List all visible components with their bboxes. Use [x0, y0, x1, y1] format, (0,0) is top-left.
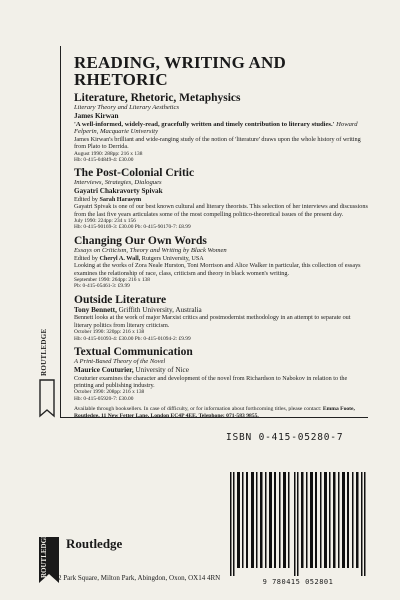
spine-logo-text: ROUTLEDGE [40, 328, 48, 376]
book-prices: Hb: 0-415-04849-4: £30.00 [74, 156, 134, 163]
book-prices: Hb: 0-415-01093-4: £30.00 Pb: 0-415-01094-2: £9.99 [74, 335, 191, 342]
book-quote [74, 121, 368, 136]
author-affiliation: University of Nice [133, 366, 189, 374]
book-pub-info: October 1990: 208pp: 216 x 138 [74, 389, 145, 396]
book-editor: Cheryl A. Wall, [99, 254, 141, 262]
book-entry-1 [74, 92, 368, 163]
editor-affiliation: Rutgers University, USA [140, 254, 204, 262]
routledge-spine-logo-icon [38, 378, 56, 418]
book-entry-4 [74, 294, 368, 342]
book-description: Bennett looks at the work of major Marxist critics and postmodernist methodology in an attempt to separate out literary politics from literary criticism. [74, 314, 351, 329]
book-pub-info: October 1990: 320pp: 216 x 138 [74, 329, 145, 336]
book-editor-line [74, 255, 368, 262]
book-list-panel [60, 46, 368, 418]
book-entry-2 [74, 167, 368, 231]
quote-text: 'A well-informed, widely-read, gracefully written and timely contribution to literary studies.' [74, 120, 335, 128]
book-description: James Kirwan's brilliant and wide-ranging study of the notion of 'literature' draws upon the whole history of writing from Plato to Derrida. [74, 135, 361, 151]
book-subtitle: A Print-Based Theory of the Novel [74, 358, 166, 365]
book-author: James Kirwan [74, 112, 119, 120]
book-subtitle: Literary Theory and Literary Aesthetics [74, 104, 180, 111]
availability-contact: Emma Foote, Routledge, 11 New Fetter Lane, London EC4P 4EE. Telephone: 071-583 9855. [74, 406, 355, 419]
isbn-text: ISBN 0-415-05280-7 [226, 432, 344, 443]
book-author: Maurice Couturier, [74, 366, 134, 374]
book-editor-line [74, 196, 368, 203]
editor-prefix: Edited by [74, 195, 100, 203]
barcode-icon [228, 472, 368, 576]
book-pub-info: August 1990: 288pp: 216 x 138 [74, 150, 143, 157]
book-title: The Post-Colonial Critic [74, 167, 195, 180]
barcode-number: 9 780415 052801 [262, 578, 334, 586]
book-title: Outside Literature [74, 293, 167, 306]
book-author: Gayatri Chakravorty Spivak [74, 187, 163, 196]
book-author: Tony Bennett, [74, 305, 117, 314]
book-description: Looking at the works of Zora Neale Hurston, Toni Morrison and Alice Walker in particular, this collection of essays examines the relationship of race, class, criticism and theory in black women's writing. [74, 262, 361, 277]
book-subtitle: Interviews, Strategies, Dialogues [74, 179, 162, 187]
book-prices: Hb: 0-415-05920-7: £30.00 [74, 395, 134, 402]
publisher-name: Routledge [66, 536, 123, 551]
barcode [222, 472, 374, 592]
book-entry-5 [74, 346, 368, 402]
quote-source: Howard Felperin, Macquarie University [74, 120, 358, 136]
book-prices: Pb: 0-415-05461-3: £9.99 [74, 283, 130, 290]
book-description: Couturier examines the character and development of the novel from Richardson to Nabokov in relation to the printing and publishing industry. [74, 374, 348, 389]
publisher-logo-text: ROUTLEDGE [40, 533, 48, 578]
book-author-line [74, 306, 368, 315]
editor-prefix: Edited by [74, 254, 100, 262]
book-prices: Hb: 0-415-90169-3: £30.00 Pb: 0-415-90170-7: £8.99 [74, 224, 191, 231]
book-title: Changing Our Own Words [74, 234, 207, 247]
book-description: Gayatri Spivak is one of our best known cultural and literary theorists. This selection of her interviews and discussions from the last five years articulates some of the most compelling politico-theoretical issues of the present day. [74, 203, 368, 218]
book-title: Textual Communication [74, 346, 193, 358]
series-title: READING, WRITING AND RHETORIC [74, 53, 286, 89]
book-author-line [74, 366, 368, 375]
publisher-address: 2 Park Square, Milton Park, Abingdon, Oxon, OX14 4RN [58, 574, 221, 582]
book-title: Literature, Rhetoric, Metaphysics [74, 92, 241, 104]
author-affiliation: Griffith University, Australia [116, 305, 202, 314]
availability-note [74, 406, 368, 420]
book-pub-info: July 1990: 224pp: 234 x 156 [74, 218, 136, 225]
book-entry-3 [74, 235, 368, 290]
book-editor: Sarah Harasym [99, 195, 142, 203]
book-subtitle: Essays on Criticism, Theory and Writing by Black Women [74, 246, 227, 254]
book-pub-info: September 1990: 264pp: 216 x 138 [74, 277, 150, 284]
availability-text: Available through booksellers. In case of difficulty, or for information about forthcoming titles, please contact: [74, 406, 323, 413]
